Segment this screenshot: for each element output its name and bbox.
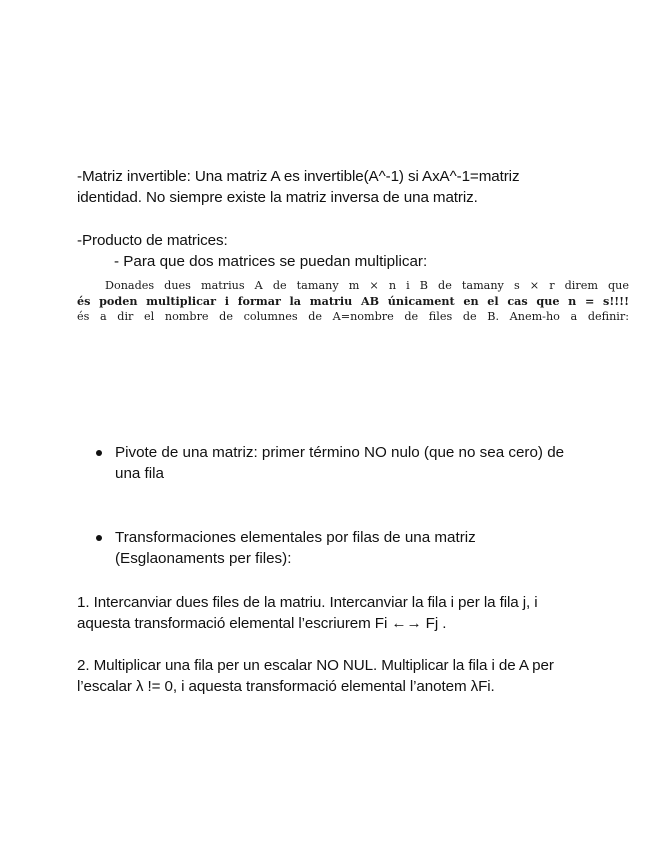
matrix-product-heading: -Producto de matrices:	[77, 232, 228, 249]
numbered-item-2: 2. Multiplicar una fila per un escalar NO NUL. Multiplicar la fila i de A per l’escalar λ != 0, i aquesta transformació elemental l’anotem λFi.	[77, 657, 554, 695]
invertible-matrix-paragraph: -Matriz invertible: Una matriz A es invertible(A^-1) si AxA^-1=matriz identidad. No siempre existe la matriz inversa de una matriz.	[77, 168, 520, 206]
matrix-product-subpoint: - Para que dos matrices se puedan multiplicar:	[114, 253, 428, 270]
bullet-text: Transformaciones elementales por filas de una matriz (Esglaonaments per files):	[115, 529, 476, 567]
latex-line-1: Donades dues matrius A de tamany m × n i B de tamany s × r direm que	[105, 279, 629, 292]
bullet-item-pivot	[96, 442, 586, 484]
latex-excerpt	[77, 278, 629, 325]
bullet-icon	[96, 450, 102, 456]
bullet-item-elementary-transformations	[96, 527, 586, 569]
latex-line-2: és poden multiplicar i formar la matriu AB únicament en el cas que n = s!!!!	[77, 293, 629, 308]
bullet-icon	[96, 535, 102, 541]
numbered-item-1: 1. Intercanviar dues files de la matriu. Intercanviar la fila i per la fila j, i aquesta transformació elemental l’escriurem Fi ←→ Fj .	[77, 594, 538, 632]
bullet-text: Pivote de una matriz: primer término NO nulo (que no sea cero) de una fila	[115, 444, 565, 482]
latex-line-3: és a dir el nombre de columnes de A=nombre de files de B. Anem-ho a definir:	[77, 310, 629, 323]
